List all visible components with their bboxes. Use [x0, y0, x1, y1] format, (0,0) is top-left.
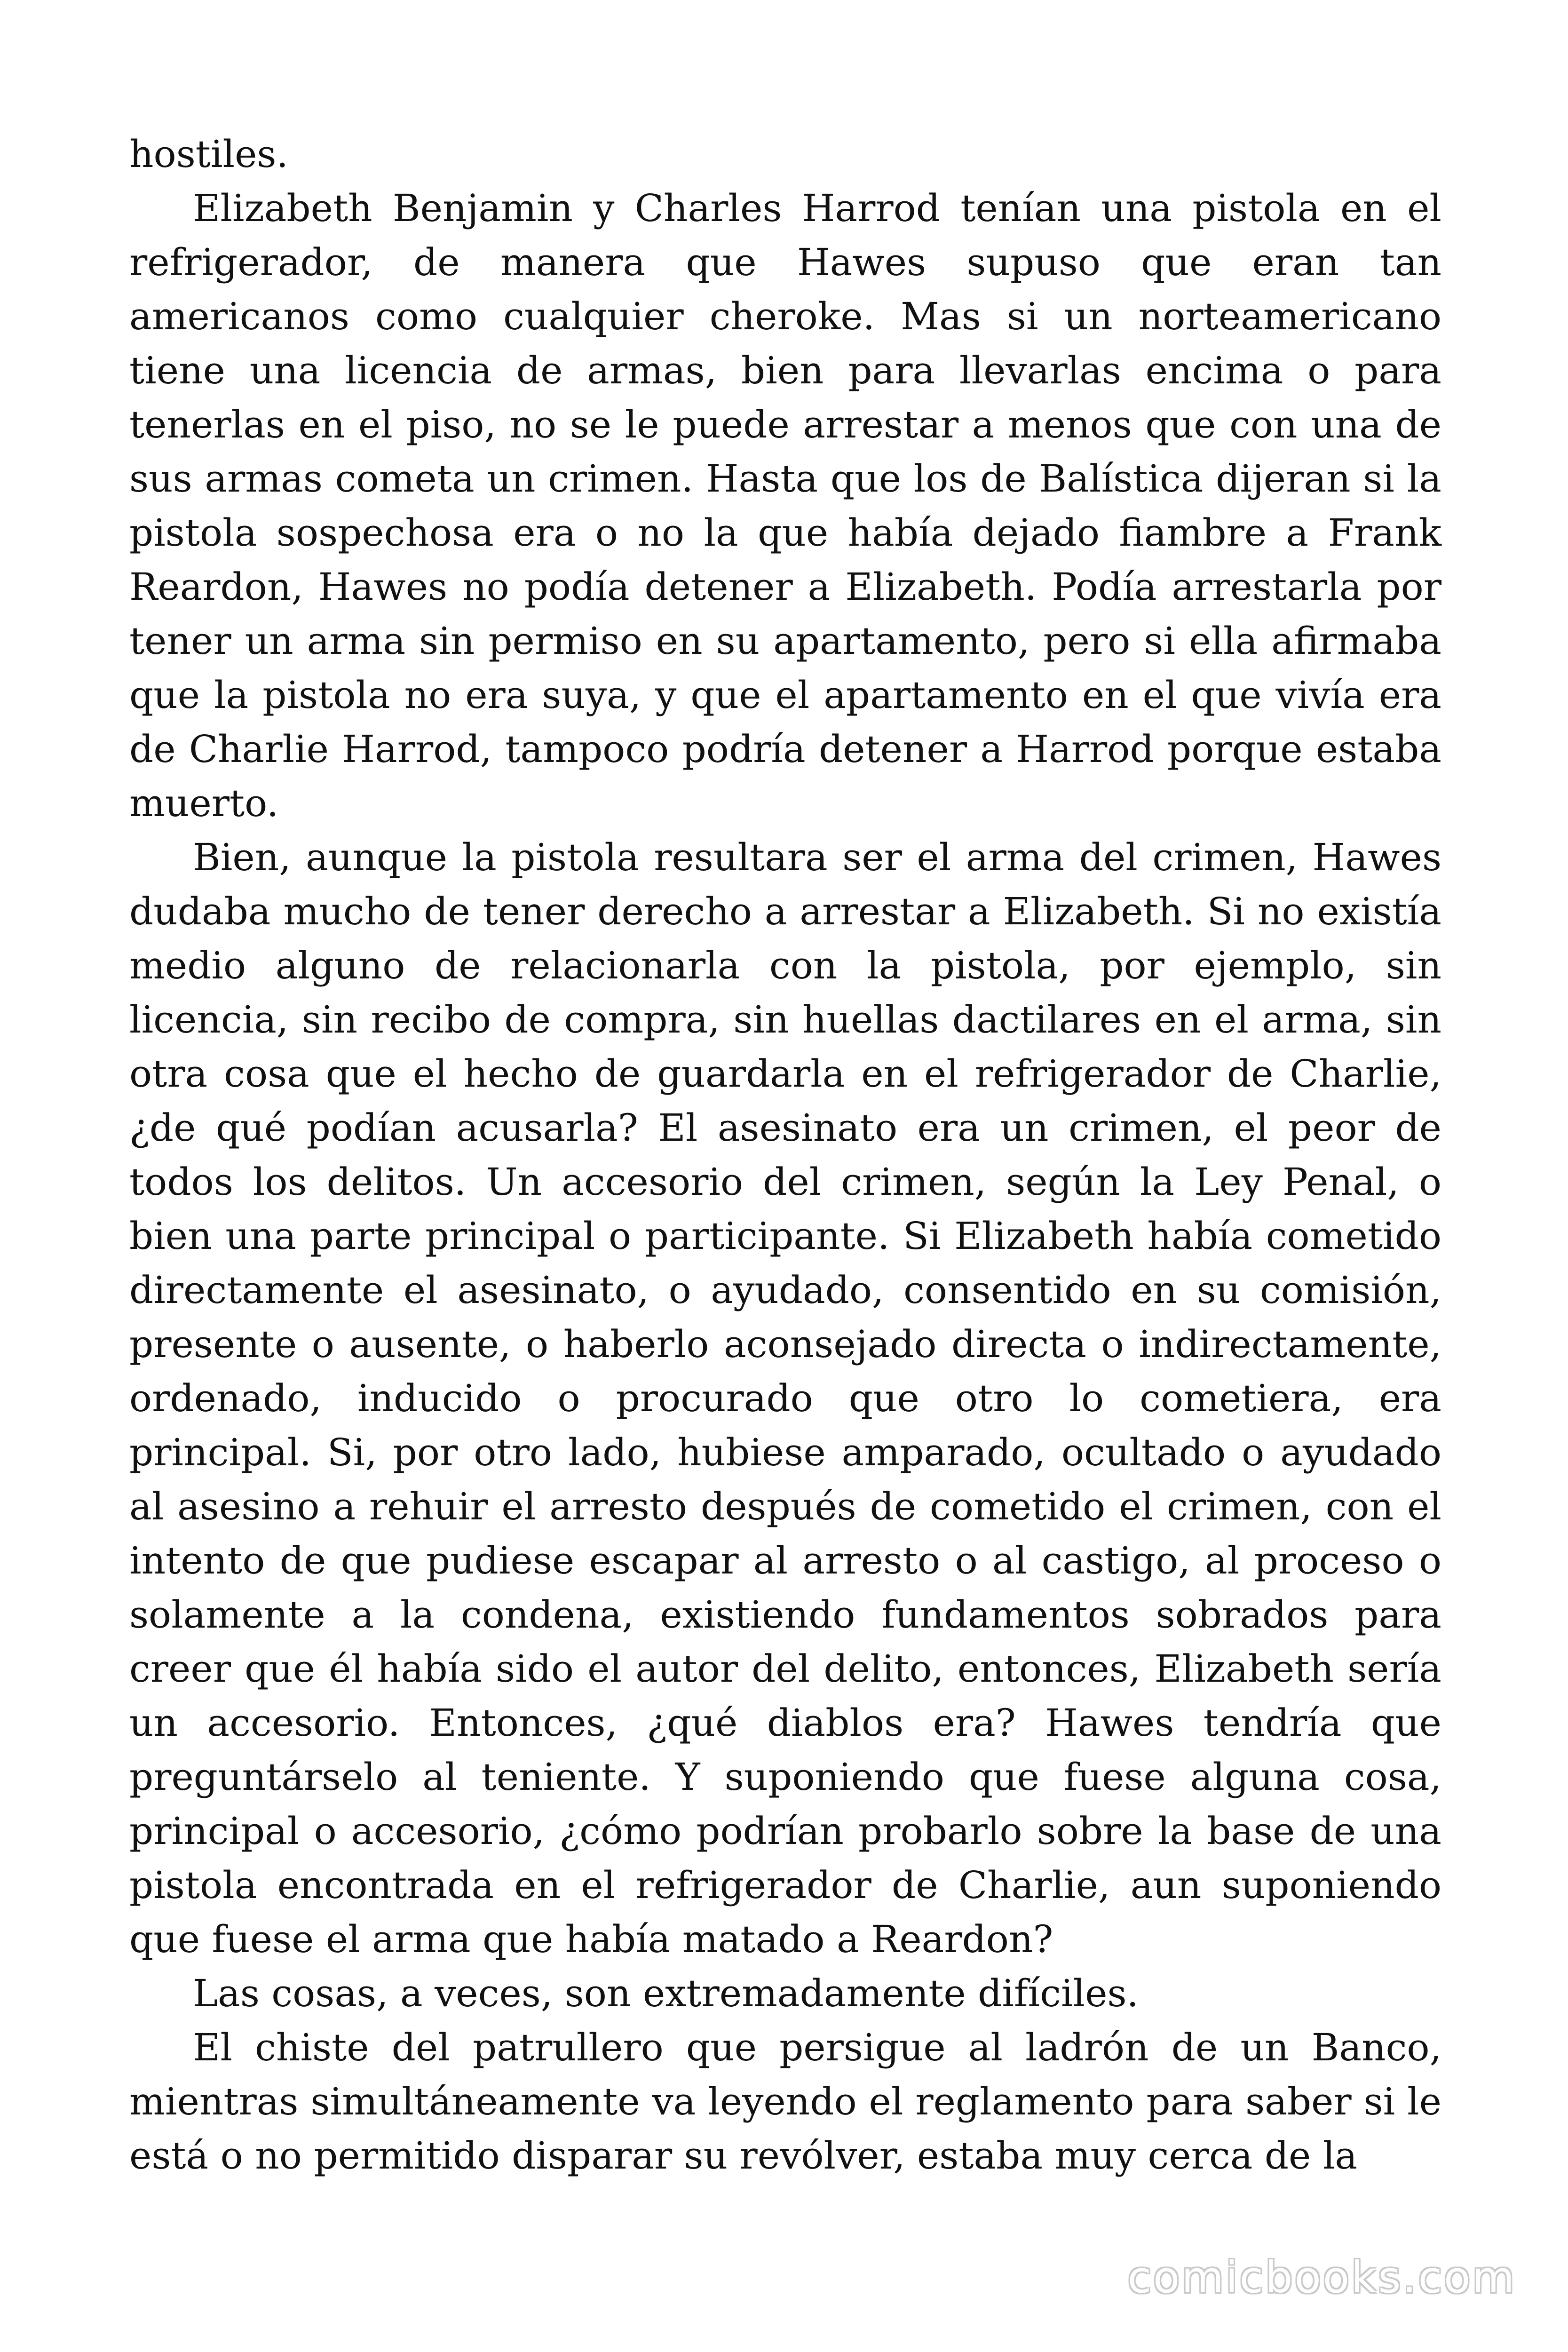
paragraph: El chiste del patrullero que persigue al ladrón de un Banco, mientras simultáneamente va leyendo el reglamento para saber si le está o no permitido disparar su revólver, estaba muy cerca de la: [129, 2026, 1441, 2177]
paragraph: Las cosas, a veces, son extremadamente difíciles.: [193, 1971, 1139, 2015]
paragraph: Elizabeth Benjamin y Charles Harrod tenían una pistola en el refrigerador, de manera que Hawes supuso que eran tan americanos como cualquier cheroke. Mas si un norteamericano tiene una licencia de armas, bien para llevarlas encima o para tenerlas en el piso, no se le puede arrestar a menos que con una de sus armas cometa un crimen. Hasta que los de Balística dijeran si la pistola sospechosa era o no la que había dejado fiambre a Frank Reardon, Hawes no podía detener a Elizabeth. Podía arrestarla por tener un arma sin permiso en su apartamento, pero si ella afirmaba que la pistola no era suya, y que el apartamento en el que vivía era de Charlie Harrod, tampoco podría detener a Harrod porque estaba muerto.: [129, 186, 1441, 825]
watermark: comicbooks.com: [1127, 2252, 1516, 2303]
paragraph: Bien, aunque la pistola resultara ser el arma del crimen, Hawes dudaba mucho de tener derecho a arrestar a Elizabeth. Si no existía medio alguno de relacionarla con la pistola, por ejemplo, sin licencia, sin recibo de compra, sin huellas dactilares en el arma, sin otra cosa que el hecho de guardarla en el refrigerador de Charlie, ¿de qué podían acusarla? El asesinato era un crimen, el peor de todos los delitos. Un accesorio del crimen, según la Ley Penal, o bien una parte principal o participante. Si Elizabeth había cometido directamente el asesinato, o ayudado, consentido en su comisión, presente o ausente, o haberlo aconsejado directa o indirectamente, ordenado, inducido o procurado que otro lo cometiera, era principal. Si, por otro lado, hubiese amparado, ocultado o ayudado al asesino a rehuir el arresto después de cometido el crimen, con el intento de que pudiese escapar al arresto o al castigo, al proceso o solamente a la condena, existiendo fundamentos sobrados para creer que él había sido el autor del delito, entonces, Elizabeth sería un accesorio. Entonces, ¿qué diablos era? Hawes tendría que preguntárselo al teniente. Y suponiendo que fuese alguna cosa, principal o accesorio, ¿cómo podrían probarlo sobre la base de una pistola encontrada en el refrigerador de Charlie, aun suponiendo que fuese el arma que había matado a Reardon?: [129, 835, 1441, 1961]
page-body: [129, 127, 1441, 2183]
paragraph-continuation: hostiles.: [129, 132, 288, 176]
